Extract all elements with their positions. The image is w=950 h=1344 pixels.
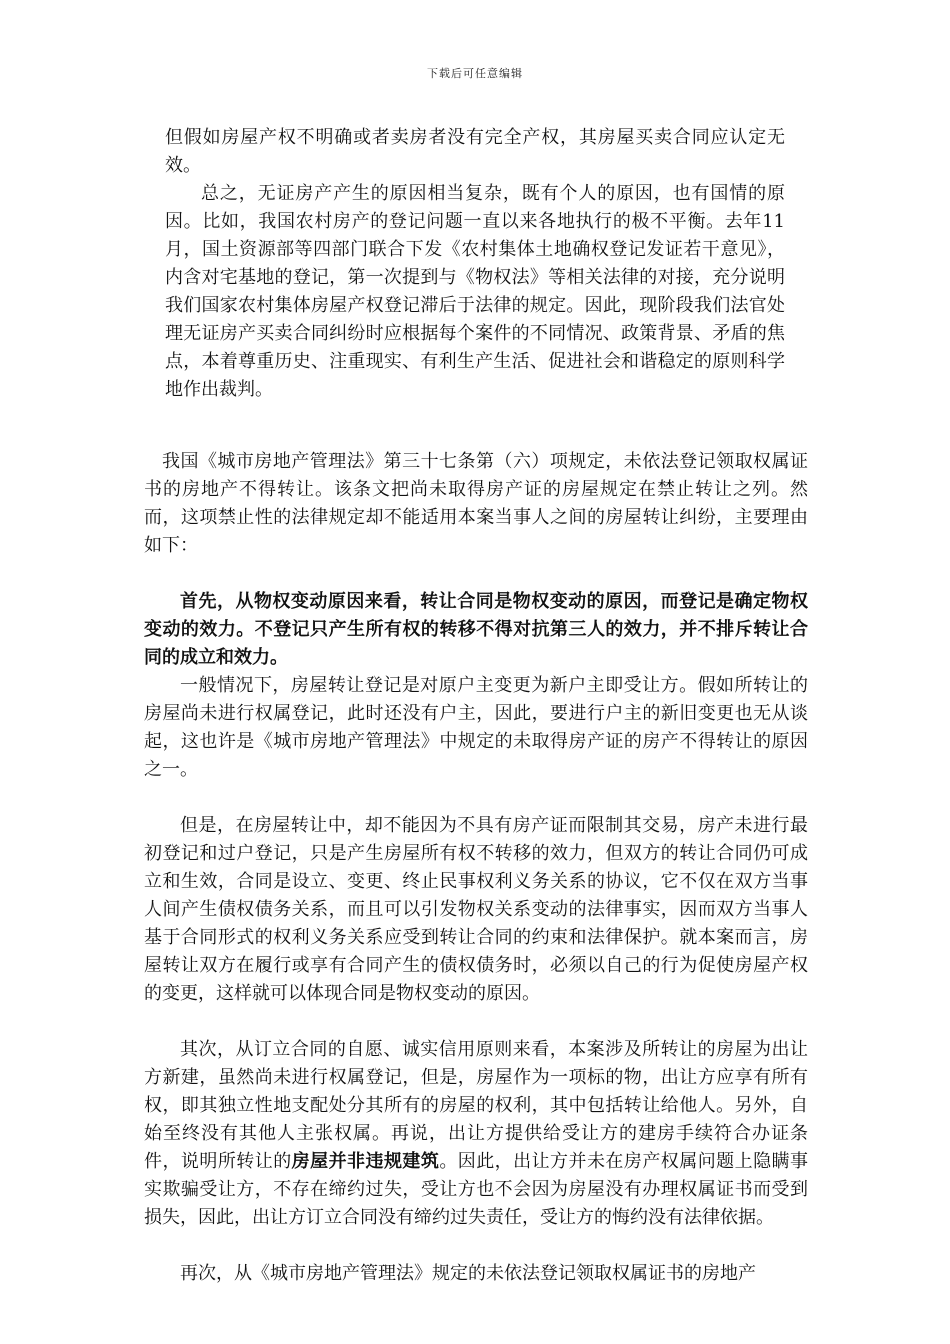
paragraph: 一般情况下，房屋转让登记是对原户主变更为新户主即受让方。假如所转让的房屋尚未进行权属登记，此时还没有户主，因此，要进行户主的新旧变更也无从谈起，这也许是《城市房地产管理法》中规定的未取得房产证的房产不得转让的原因之一。 bbox=[144, 675, 808, 780]
paragraph: 再次，从《城市房地产管理法》规定的未依法登记领取权属证书的房地产 bbox=[180, 1263, 756, 1284]
paragraph: 但假如房屋产权不明确或者卖房者没有完全产权，其房屋买卖合同应认定无效。 bbox=[165, 127, 785, 176]
bold-paragraph: 首先，从物权变动原因来看，转让合同是物权变动的原因，而登记是确定物权变动的效力。不登记只产生所有权的转移不得对抗第三人的效力，并不排斥转让合同的成立和效力。 bbox=[144, 591, 808, 668]
text-block-main bbox=[144, 448, 808, 1288]
paragraph: 但是，在房屋转让中，却不能因为不具有房产证而限制其交易，房产未进行最初登记和过户登记，只是产生房屋所有权不转移的效力，但双方的转让合同仍可成立和生效，合同是设立、变更、终止民事权利义务关系的协议，它不仅在双方当事人间产生债权债务关系，而且可以引发物权关系变动的法律事实，因而双方当事人基于合同形式的权利义务关系应受到转让合同的约束和法律保护。就本案而言，房屋转让双方在履行或享有合同产生的债权债务时，必须以自己的行为促使房屋产权的变更，这样就可以体现合同是物权变动的原因。 bbox=[144, 815, 808, 1004]
paragraph: 总之，无证房产产生的原因相当复杂，既有个人的原因，也有国情的原因。比如，我国农村房产的登记问题一直以来各地执行的极不平衡。去年11月，国土资源部等四部门联合下发《农村集体土地确权登记发证若干意见》，内含对宅基地的登记，第一次提到与《物权法》等相关法律的对接，充分说明我们国家农村集体房屋产权登记滞后于法律的规定。因此，现阶段我们法官处理无证房产买卖合同纠纷时应根据每个案件的不同情况、政策背景、矛盾的焦点，本着尊重历史、注重现实、有利生产生活、促进社会和谐稳定的原则科学地作出裁判。 bbox=[165, 183, 785, 400]
bold-phrase: 房屋并非违规建筑 bbox=[291, 1151, 440, 1172]
paragraph-text: 。因此，出让方并未在房产权属问题上隐瞒事实欺骗受让方，不存在缔约过失，受让方也不会因为房屋没有办理权属证书而受到损失，因此，出让方订立合同没有缔约过失责任，受让方的悔约没有法律依据。 bbox=[144, 1151, 808, 1228]
text-block-top bbox=[165, 124, 785, 404]
page-header: 下载后可任意编辑 bbox=[427, 67, 523, 80]
paragraph bbox=[144, 1036, 808, 1232]
paragraph: 我国《城市房地产管理法》第三十七条第（六）项规定，未依法登记领取权属证书的房地产不得转让。该条文把尚未取得房产证的房屋规定在禁止转让之列。然而，这项禁止性的法律规定却不能适用本案当事人之间的房屋转让纠纷，主要理由如下： bbox=[144, 451, 808, 556]
paragraph-text: 其次，从订立合同的自愿、诚实信用原则来看，本案涉及所转让的房屋为出让方新建，虽然尚未进行权属登记，但是，房屋作为一项标的物，出让方应享有所有权，即其独立性地支配处分其所有的房屋的权利，其中包括转让给他人。另外，自始至终没有其他人主张权属。再说，出让方提供给受让方的建房手续符合办证条件，说明所转让的 bbox=[144, 1039, 808, 1172]
